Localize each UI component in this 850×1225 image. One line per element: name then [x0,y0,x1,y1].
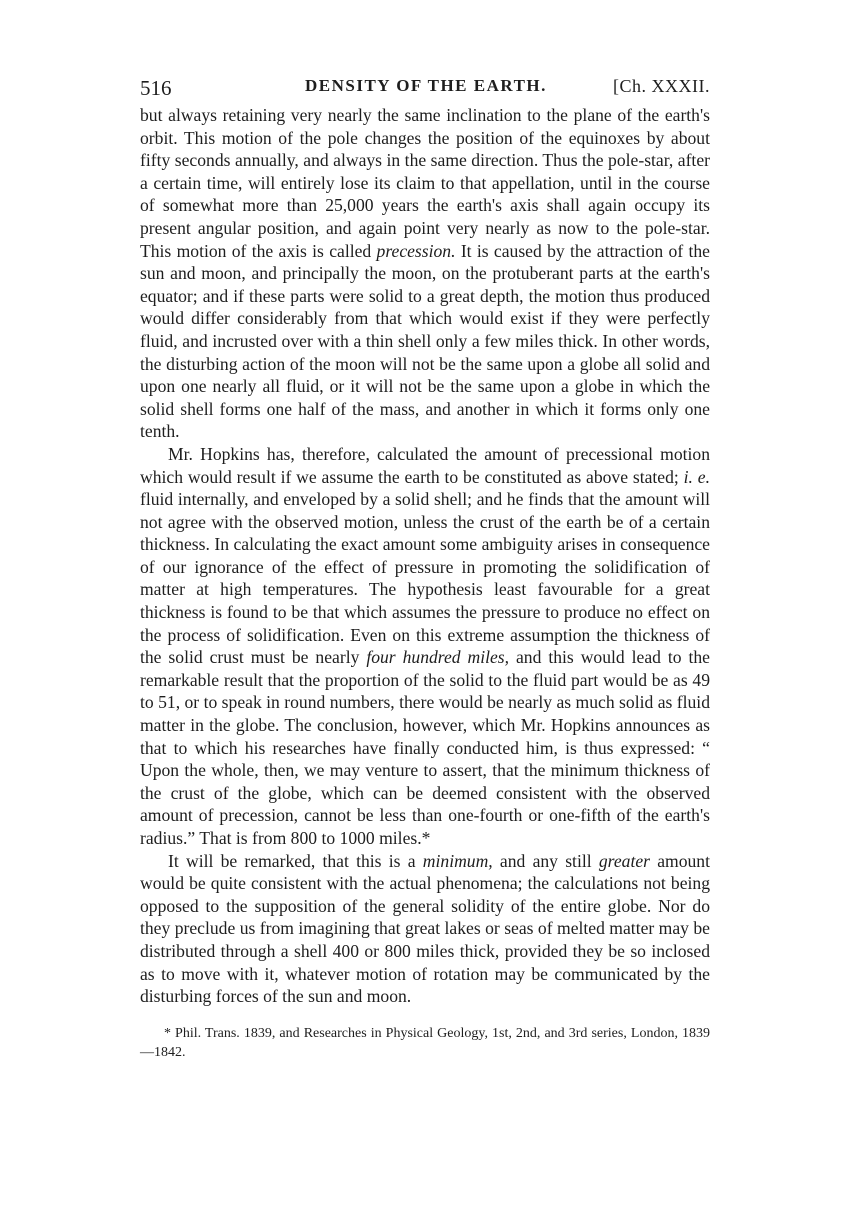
body-text [140,104,710,1008]
paragraph-2 [140,443,710,850]
paragraph-2-text-a: Mr. Hopkins has, therefore, calculated the amount of precessional motion which would result if we assume the earth to be constituted as above stated; [140,443,710,487]
paragraph-1 [140,104,710,443]
page-number: 516 [140,76,172,100]
paragraph-1-text-end: It is caused by the attraction of the sun and moon, and principally the moon, on the protuberant parts at the earth's equator; and if these parts were solid to a great depth, the motion thus produced would differ considerably from that which would exist if they were perfectly fluid, and incrusted over with a thin shell only a few miles thick. In other words, the disturbing action of the moon will not be the same upon a globe all solid and upon one nearly all fluid, or it will not be the same upon a globe in which the solid shell forms one half of the mass, and another in which it forms only one tenth. [140,240,710,442]
paragraph-2-italic-2: four hundred miles, [366,647,510,668]
paragraph-2-text-c: and this would lead to the remarkable result that the proportion of the solid to the fluid part would be as 49 to 51, or to speak in round numbers, there would be nearly as much solid as fluid matter in the globe. The conclusion, however, which Mr. Hopkins announces as that to which his researches have finally conducted him, is thus expressed: “ Upon the whole, then, we may venture to assert, that the minimum thickness of the crust of the globe, which can be deemed consistent with the observed amount of precession, cannot be less than one-fourth or one-fifth of the earth's radius.” That is from 800 to 1000 miles.* [140,647,710,848]
paragraph-3-italic-2: greater [598,850,650,871]
chapter-reference: [Ch. XXXII. [613,76,710,96]
paragraph-3 [140,850,710,1008]
paragraph-1-italic: precession. [376,240,456,261]
footnote: * Phil. Trans. 1839, and Researches in Physical Geology, 1st, 2nd, and 3rd series, London, 1839—1842. [140,1025,710,1060]
paragraph-2-text-b: fluid internally, and enveloped by a solid shell; and he finds that the amount will not agree with the observed motion, unless the crust of the earth be of a certain thickness. In calculating the exact amount some ambiguity arises in consequence of our ignorance of the effect of pressure in promoting the solidification of matter at high temperatures. The hypothesis least favourable for a great thickness is found to be that which assumes the pressure to produce no effect on the process of solidification. Even on this extreme assumption the thickness of the solid crust must be nearly [140,489,710,668]
paragraph-3-text-c: amount would be quite consistent with the actual phenomena; the calculations not being opposed to the supposition of the general solidity of the entire globe. Nor do they preclude us from imagining that great lakes or seas of melted matter may be distributed through a shell 400 or 800 miles thick, provided they be so inclosed as to move with it, whatever motion of rotation may be communicated by the disturbing forces of the sun and moon. [140,850,710,1007]
paragraph-1-text: but always retaining very nearly the same inclination to the plane of the earth's orbit. This motion of the pole changes the position of the equinoxes by about fifty seconds annually, and always in the same direction. Thus the pole-star, after a certain time, will entirely lose its claim to that appellation, until in the course of somewhat more than 25,000 years the earth's axis shall again occupy its present angular position, and again point very nearly as now to the pole-star. This motion of the axis is called [140,105,710,261]
running-title: DENSITY OF THE EARTH. [305,76,547,95]
paragraph-2-italic-1: i. e. [683,466,710,487]
paragraph-3-italic-1: minimum, [422,850,493,871]
running-header [140,72,710,102]
book-page [140,72,710,1062]
paragraph-3-text-b: and any still [492,850,599,871]
footnote-gap [140,1008,710,1024]
paragraph-3-text-a: It will be remarked, that this is a [168,850,423,871]
